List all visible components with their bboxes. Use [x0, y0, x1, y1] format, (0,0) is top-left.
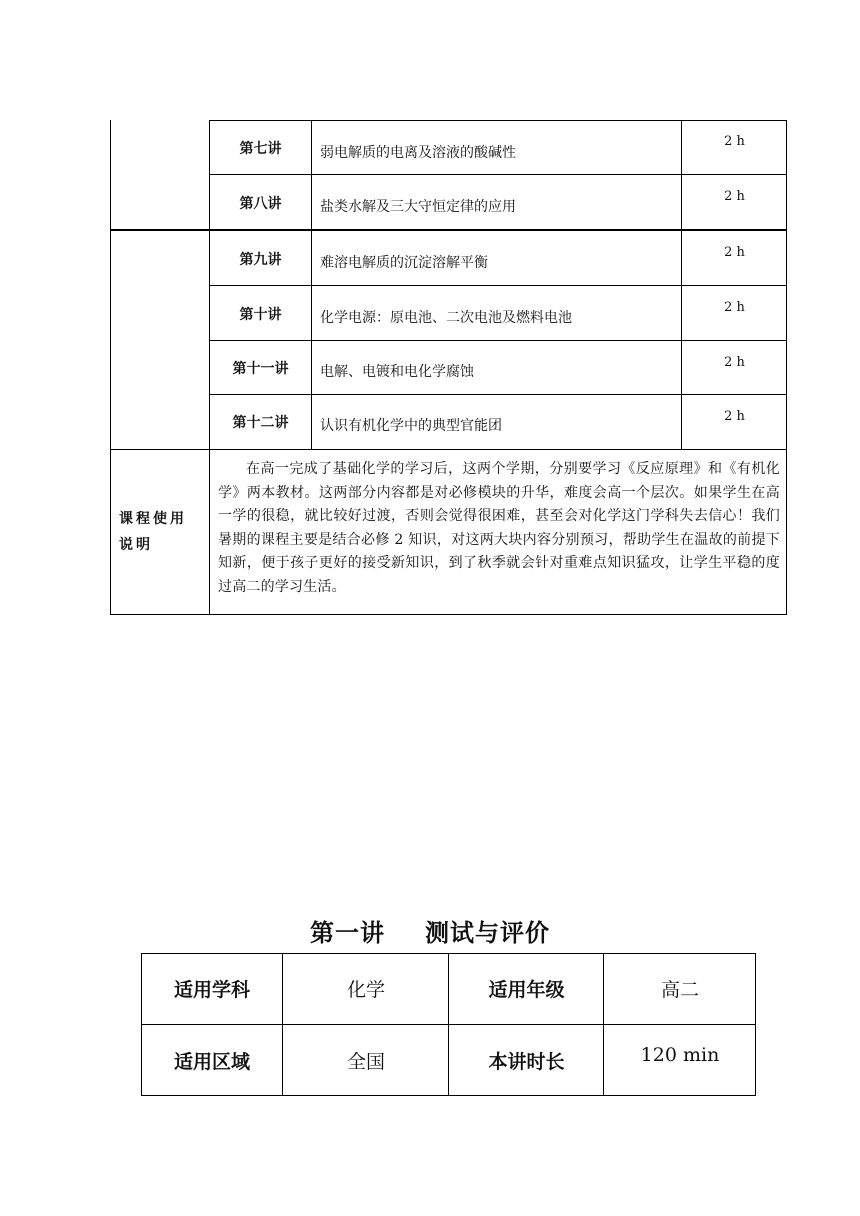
lecture-hours: 2 h	[724, 134, 745, 149]
region-label: 适用区域	[173, 1051, 250, 1073]
lecture-name: 第八讲	[239, 195, 282, 212]
lecture-hours: 2 h	[724, 355, 745, 370]
subject-value: 化学	[346, 979, 385, 1001]
lesson-info-table	[141, 953, 756, 1096]
lecture-name: 第九讲	[239, 251, 282, 268]
lecture-hours: 2 h	[724, 189, 745, 204]
course-usage-description: 在高一完成了基础化学的学习后，这两个学期，分别要学习《反应原理》和《有机化学》两本教材。这两部分内容都是对必修模块的升华，难度会高一个层次。如果学生在高一学的很稳，就比较好过渡，否则会觉得很困难，甚至会对化学这门学科失去信心！我们暑期的课程主要是结合必修 2 知识，对这两大块内容分别预习，帮助学生在温故的前提下知新，便于孩子更好的接受新知识，到了秋季就会针对重难点知识猛攻，让学生平稳的度过高二的学习生活。	[218, 461, 780, 595]
grade-label: 适用年级	[488, 979, 565, 1001]
lecture-topic: 电解、电镀和电化学腐蚀	[320, 364, 474, 380]
lecture-topic: 难溶电解质的沉淀溶解平衡	[320, 254, 488, 271]
duration-value: 120 min	[640, 1043, 720, 1066]
duration-label: 本讲时长	[488, 1051, 565, 1073]
lecture-hours: 2 h	[724, 300, 745, 315]
lecture-hours: 2 h	[724, 409, 745, 424]
grade-value: 高二	[660, 979, 699, 1001]
lecture-topic: 认识有机化学中的典型官能团	[320, 418, 502, 434]
lecture-topic: 盐类水解及三大守恒定律的应用	[320, 198, 516, 215]
lesson-name: 测试与评价	[425, 919, 550, 947]
lecture-name: 第十二讲	[232, 415, 289, 431]
lecture-topic: 化学电源：原电池、二次电池及燃料电池	[320, 309, 572, 326]
lesson-title	[0, 913, 860, 948]
region-value: 全国	[346, 1051, 385, 1073]
lecture-name: 第十一讲	[232, 361, 289, 377]
lecture-topic: 弱电解质的电离及溶液的酸碱性	[320, 144, 516, 161]
lecture-hours: 2 h	[724, 245, 745, 260]
lecture-name: 第七讲	[239, 140, 282, 157]
lesson-number: 第一讲	[310, 919, 385, 947]
course-usage-label: 课程使用说明	[119, 511, 187, 553]
subject-label: 适用学科	[173, 979, 250, 1001]
course-schedule-table	[110, 120, 787, 615]
lecture-name: 第十讲	[239, 306, 282, 323]
